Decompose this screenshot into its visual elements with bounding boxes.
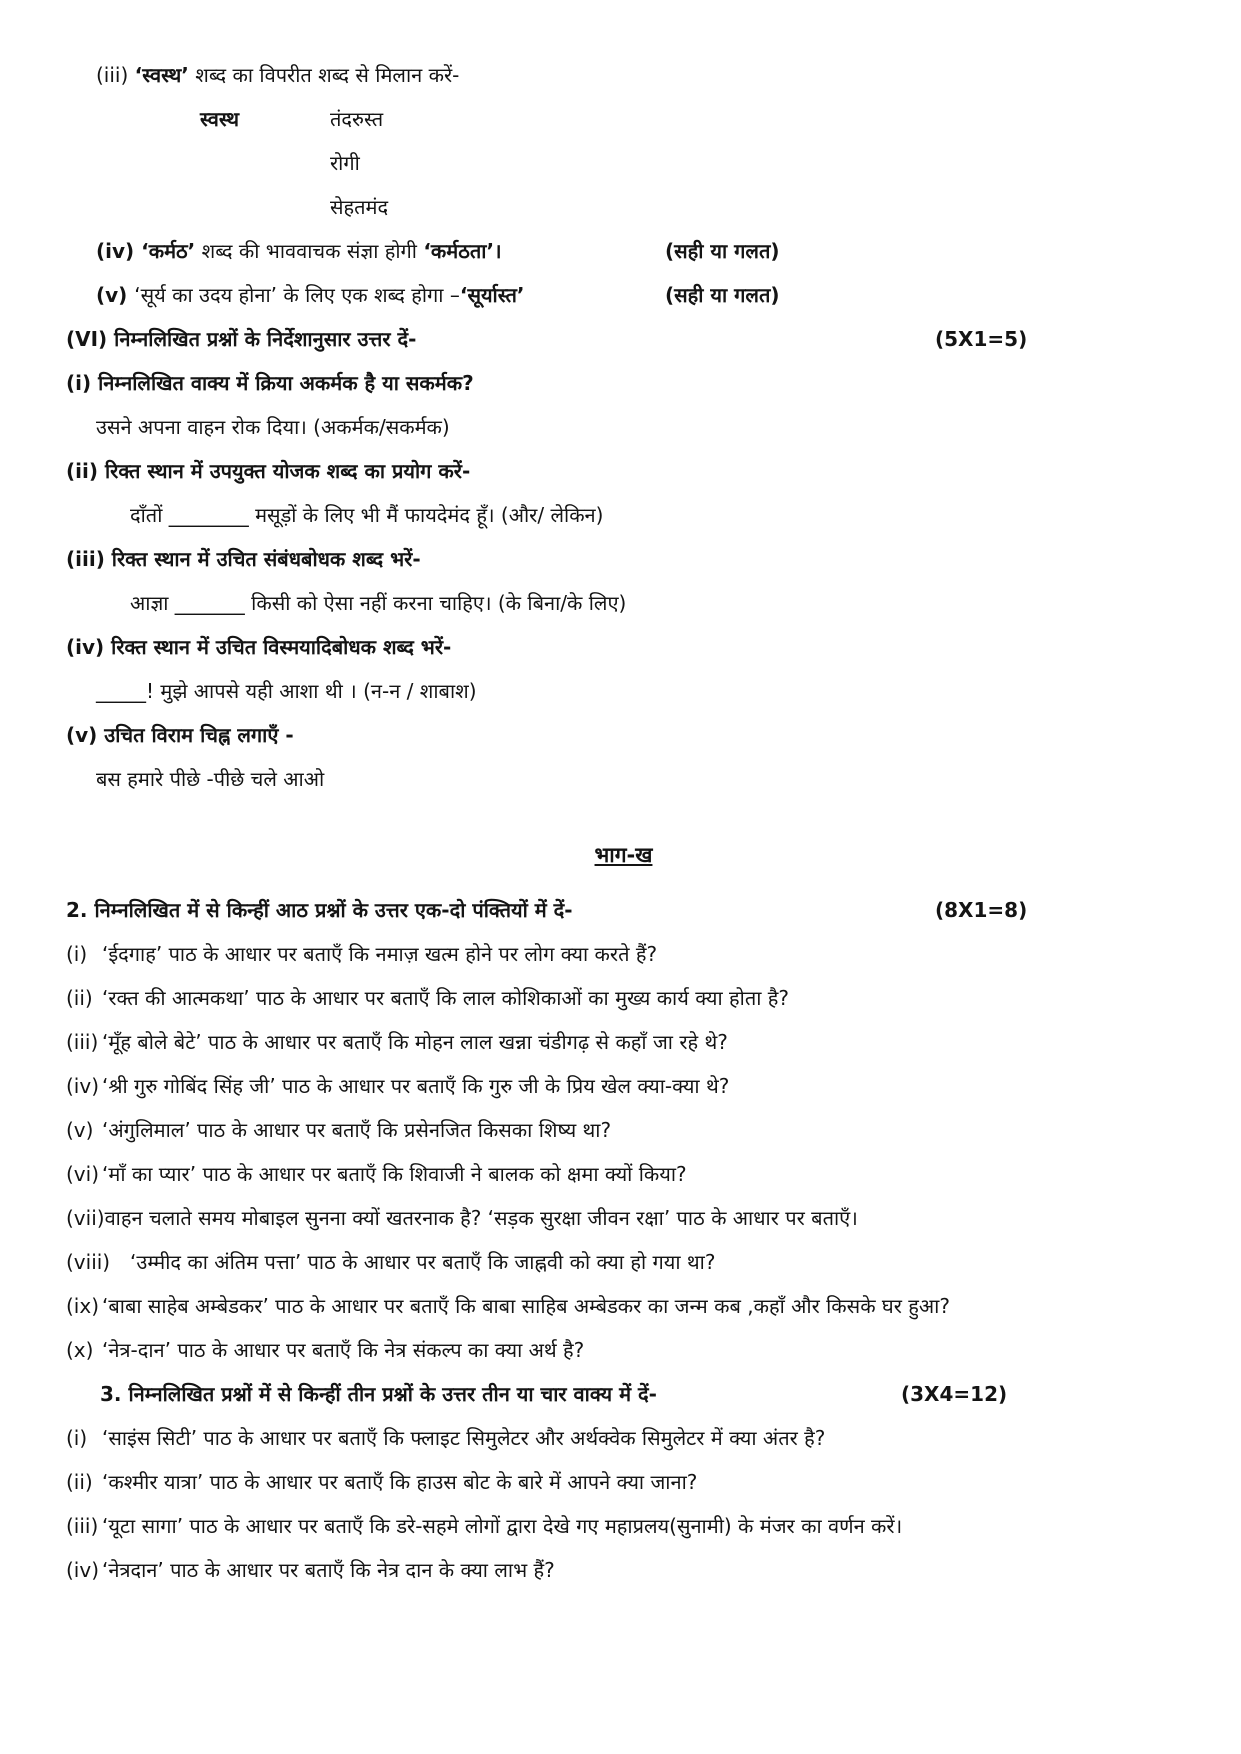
question-a-v [66, 282, 1181, 309]
item-text: ‘अंगुलिमाल’ पाठ के आधार पर बताएँ कि प्रसेनजित किसका शिष्य था? [102, 1118, 612, 1142]
marks-badge: (8X1=8) [935, 898, 1028, 922]
item-number: (viii) [66, 1250, 111, 1274]
item-text: ‘माँ का प्यार’ पाठ के आधार पर बताएँ कि शिवाजी ने बालक को क्षमा क्यों किया? [102, 1162, 687, 1186]
vi-item-3-title: (iii) रिक्त स्थान में उचित संबंधबोधक शब्द भरें- [66, 547, 421, 571]
section-vi-header-text: (VI) निम्नलिखित प्रश्नों के निर्देशानुसार उत्तर दें- [66, 327, 417, 351]
item-number: (x) [66, 1338, 94, 1362]
q2-item [66, 1205, 1181, 1232]
match-row-2 [66, 150, 1181, 177]
question-a-iii: (iii) ‘स्वस्थ’ शब्द का विपरीत शब्द से मिलान करें- [96, 63, 460, 87]
match-row-3 [66, 194, 1181, 221]
q2-item [66, 1337, 1181, 1364]
q2-item [66, 1029, 1181, 1056]
q2-item [66, 985, 1181, 1012]
true-false-label: (सही या गलत) [665, 239, 780, 263]
q2-header-text: 2. निम्नलिखित में से किन्हीं आठ प्रश्नों के उत्तर एक-दो पंक्तियों में दें- [66, 898, 573, 922]
q3-header [66, 1381, 1181, 1408]
section-vi-header [66, 326, 1181, 353]
q3-item [66, 1425, 1181, 1452]
vi-item-3-sub: आज्ञा _______ किसी को ऐसा नहीं करना चाहिए। (के बिना/के लिए) [130, 591, 627, 615]
q2-item [66, 1161, 1181, 1188]
vi-item-4-title: (iv) रिक्त स्थान में उचित विस्मयादिबोधक शब्द भरें- [66, 635, 452, 659]
vi-item-5-sub: बस हमारे पीछे -पीछे चले आओ [96, 767, 325, 791]
item-text: ‘बाबा साहेब अम्बेडकर’ पाठ के आधार पर बताएँ कि बाबा साहिब अम्बेडकर का जन्म कब ,कहाँ और किसके घर हुआ? [102, 1294, 950, 1318]
item-number: (ii) [66, 986, 93, 1010]
item-text: ‘रक्त की आत्मकथा’ पाठ के आधार पर बताएँ कि लाल कोशिकाओं का मुख्य कार्य क्या होता है? [102, 986, 790, 1010]
item-number: (v) [66, 1118, 94, 1142]
marks-badge: (5X1=5) [935, 327, 1028, 351]
item-text: ‘नेत्र-दान’ पाठ के आधार पर बताएँ कि नेत्र संकल्प का क्या अर्थ है? [102, 1338, 585, 1362]
item-text: ‘उम्मीद का अंतिम पत्ता’ पाठ के आधार पर बताएँ कि जाह्नवी को क्या हो गया था? [130, 1250, 716, 1274]
match-option-1: तंदरुस्त [330, 107, 384, 131]
question-a-v-text: (v) ‘सूर्य का उदय होना’ के लिए एक शब्द होगा –‘सूर्यास्त’ [96, 283, 525, 307]
item-text: ‘ईदगाह’ पाठ के आधार पर बताएँ कि नमाज़ खत्म होने पर लोग क्या करते हैं? [102, 942, 658, 966]
q3-item [66, 1557, 1181, 1584]
item-text: ‘नेत्रदान’ पाठ के आधार पर बताएँ कि नेत्र दान के क्या लाभ हैं? [102, 1558, 555, 1582]
item-text: वाहन चलाते समय मोबाइल सुनना क्यों खतरनाक है? ‘सड़क सुरक्षा जीवन रक्षा’ पाठ के आधार पर बताएँ। [104, 1206, 858, 1230]
marks-badge: (3X4=12) [901, 1382, 1008, 1406]
item-number: (iii) [66, 1030, 99, 1054]
item-text: ‘साइंस सिटी’ पाठ के आधार पर बताएँ कि फ्लाइट सिमुलेटर और अर्थक्वेक सिमुलेटर में क्या अंतर है? [102, 1426, 826, 1450]
vi-item-1-title: (i) निम्नलिखित वाक्य में क्रिया अकर्मक है या सकर्मक? [66, 371, 474, 395]
q3-item [66, 1469, 1181, 1496]
part-b-title: भाग-ख [594, 843, 653, 867]
q2-item [66, 1249, 1181, 1276]
q2-item [66, 1293, 1181, 1320]
q3-item [66, 1513, 1181, 1540]
q2-item [66, 1073, 1181, 1100]
item-number: (vi) [66, 1162, 99, 1186]
q2-item [66, 1117, 1181, 1144]
item-number: (i) [66, 1426, 88, 1450]
vi-item-4-sub: _____! मुझे आपसे यही आशा थी । (न-न / शाबाश) [96, 679, 477, 703]
item-number: (ii) [66, 1470, 93, 1494]
item-text: ‘यूटा सागा’ पाठ के आधार पर बताएँ कि डरे-सहमे लोगों द्वारा देखे गए महाप्रलय(सुनामी) के मंजर का वर्णन करें। [102, 1514, 903, 1538]
q2-item [66, 941, 1181, 968]
match-row-1 [66, 106, 1181, 133]
item-number: (iii) [66, 1514, 99, 1538]
match-left-word: स्वस्थ [200, 107, 240, 131]
q2-header [66, 897, 1181, 924]
vi-item-1-sub: उसने अपना वाहन रोक दिया। (अकर्मक/सकर्मक) [96, 415, 450, 439]
item-number: (vii) [66, 1206, 105, 1230]
item-number: (iv) [66, 1074, 99, 1098]
q3-header-text: 3. निम्नलिखित प्रश्नों में से किन्हीं तीन प्रश्नों के उत्तर तीन या चार वाक्य में दें- [100, 1382, 657, 1406]
item-text: ‘श्री गुरु गोबिंद सिंह जी’ पाठ के आधार पर बताएँ कि गुरु जी के प्रिय खेल क्या-क्या थे? [102, 1074, 730, 1098]
vi-item-5-title: (v) उचित विराम चिह्न लगाएँ - [66, 723, 294, 747]
item-number: (iv) [66, 1558, 99, 1582]
question-a-iv [66, 238, 1181, 265]
item-text: ‘कश्मीर यात्रा’ पाठ के आधार पर बताएँ कि हाउस बोट के बारे में आपने क्या जाना? [102, 1470, 698, 1494]
true-false-label: (सही या गलत) [665, 283, 780, 307]
item-number: (i) [66, 942, 88, 966]
match-option-3: सेहतमंद [330, 195, 389, 219]
vi-item-2-sub: दाँतों ________ मसूड़ों के लिए भी मैं फायदेमंद हूँ। (और/ लेकिन) [130, 503, 604, 527]
match-option-2: रोगी [330, 151, 360, 175]
item-number: (ix) [66, 1294, 99, 1318]
question-a-iv-text: (iv) ‘कर्मठ’ शब्द की भाववाचक संज्ञा होगी ‘कर्मठता’। [96, 239, 502, 263]
item-text: ‘मूँह बोले बेटे’ पाठ के आधार पर बताएँ कि मोहन लाल खन्ना चंडीगढ़ से कहाँ जा रहे थे? [102, 1030, 728, 1054]
vi-item-2-title: (ii) रिक्त स्थान में उपयुक्त योजक शब्द का प्रयोग करें- [66, 459, 471, 483]
